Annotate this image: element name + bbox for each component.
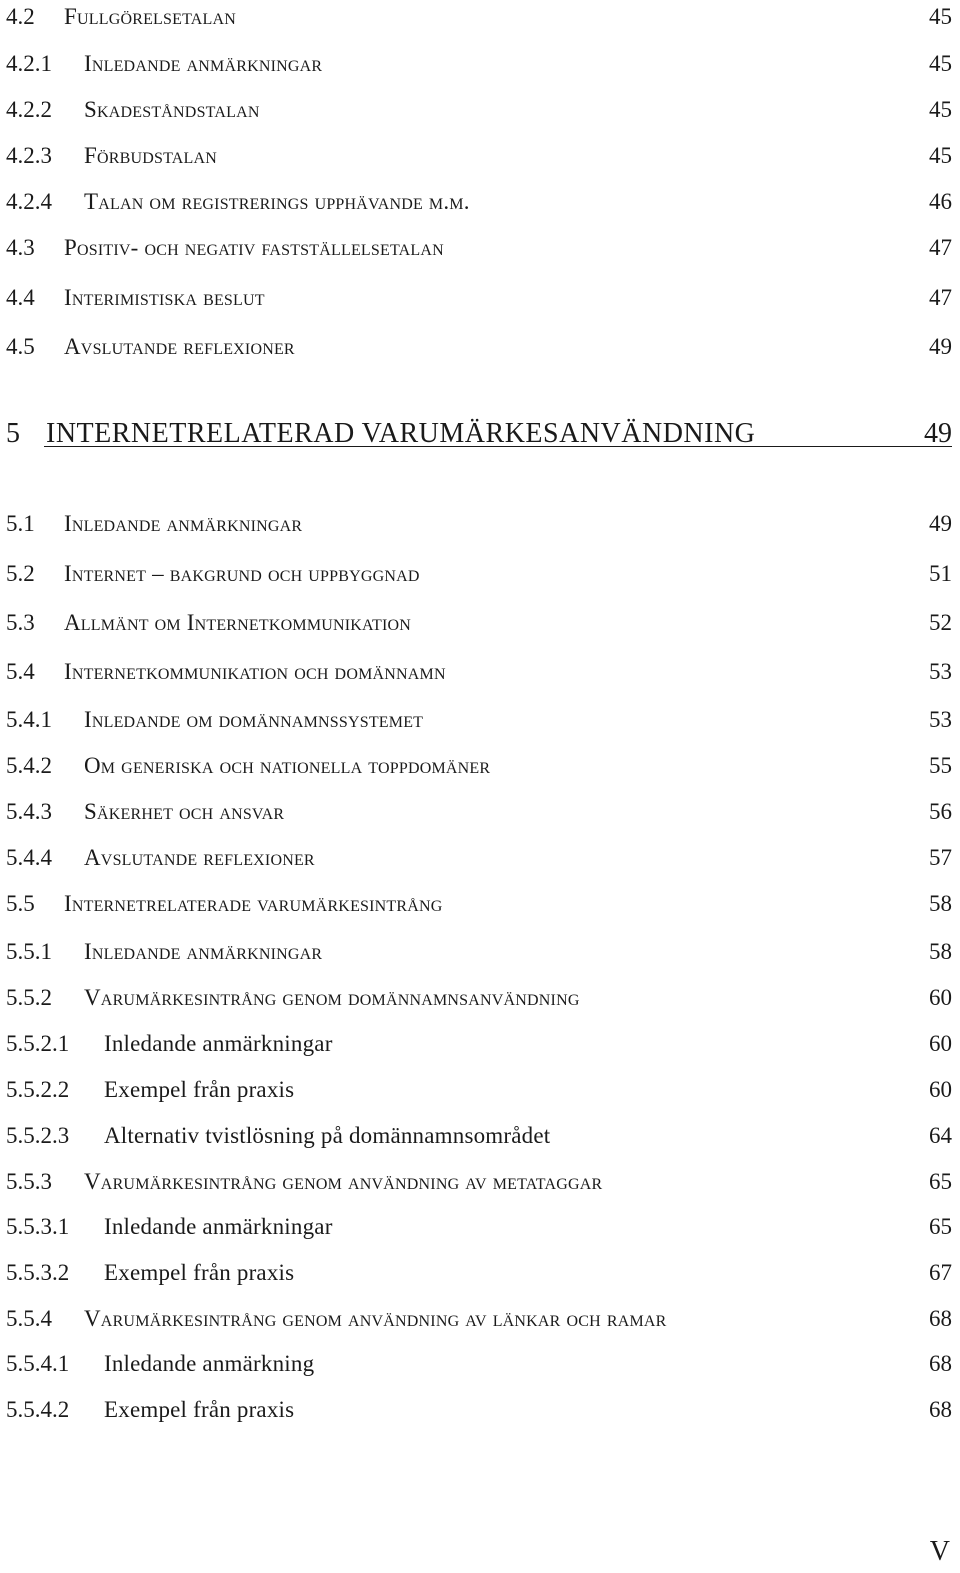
toc-entry-number: 4.2.1 xyxy=(6,51,52,76)
toc-entry-title: Exempel från praxis xyxy=(104,1260,295,1285)
toc-entry-number: 5.5.3 xyxy=(6,1169,52,1194)
toc-entry-page: 65 xyxy=(929,1214,952,1239)
toc-entry-number: 5.5.4.2 xyxy=(6,1397,70,1422)
toc-entry[interactable] xyxy=(0,657,960,691)
toc-entry-title: Skadeståndstalan xyxy=(84,97,260,122)
toc-entry-title: Inledande anmärkningar xyxy=(84,51,323,76)
toc-entry[interactable] xyxy=(0,233,960,267)
page-footer-number: V xyxy=(929,1536,950,1567)
toc-entry-title: Allmänt om Internetkommunikation xyxy=(64,610,412,635)
toc-entry-title: Exempel från praxis xyxy=(104,1397,295,1422)
toc-entry[interactable] xyxy=(0,1258,960,1292)
toc-entry-page: 49 xyxy=(929,334,952,359)
toc-entry-number: 4.2.3 xyxy=(6,143,52,168)
toc-entry-number: 5 xyxy=(6,418,20,449)
toc-entry[interactable] xyxy=(0,95,960,129)
toc-entry-number: 5.5.2.1 xyxy=(6,1031,70,1056)
toc-entry-title: Varumärkesintrång genom användning av länkar och ramar xyxy=(84,1306,667,1331)
toc-entry[interactable] xyxy=(0,2,960,36)
toc-entry-page: 64 xyxy=(929,1123,952,1148)
toc-entry-number: 5.5.3.1 xyxy=(6,1214,70,1239)
toc-entry[interactable] xyxy=(0,751,960,785)
toc-entry-title: Varumärkesintrång genom användning av metataggar xyxy=(84,1169,603,1194)
toc-entry-page: 56 xyxy=(929,799,952,824)
toc-entry-number: 5.2 xyxy=(6,561,35,586)
toc-entry-number: 5.4.4 xyxy=(6,845,52,870)
toc-entry-number: 4.2.2 xyxy=(6,97,52,122)
toc-entry-title: Exempel från praxis xyxy=(104,1077,295,1102)
toc-entry[interactable] xyxy=(0,608,960,642)
toc-entry[interactable] xyxy=(0,141,960,175)
toc-entry[interactable] xyxy=(0,1167,960,1201)
toc-entry-page: 53 xyxy=(929,707,952,732)
toc-entry-title: Förbudstalan xyxy=(84,143,218,168)
toc-entry-page: 45 xyxy=(929,97,952,122)
toc-entry[interactable] xyxy=(0,49,960,83)
toc-entry-number: 4.4 xyxy=(6,285,35,310)
toc-entry-page: 47 xyxy=(929,285,952,310)
toc-entry-number: 5.4 xyxy=(6,659,35,684)
toc-entry-page: 45 xyxy=(929,143,952,168)
toc-entry[interactable] xyxy=(0,705,960,739)
toc-entry-title: Inledande anmärkningar xyxy=(84,939,323,964)
toc-entry-title: Avslutande reflexioner xyxy=(84,845,315,870)
toc-entry-page: 57 xyxy=(929,845,952,870)
toc-entry[interactable] xyxy=(0,843,960,877)
toc-entry-title: INTERNETRELATERAD VARUMÄRKESANVÄNDNING xyxy=(46,418,756,449)
toc-entry-number: 5.5.3.2 xyxy=(6,1260,70,1285)
toc-entry-page: 58 xyxy=(929,939,952,964)
toc-entry-number: 5.5.1 xyxy=(6,939,52,964)
toc-entry[interactable] xyxy=(0,332,960,366)
toc-entry-title: Internet – bakgrund och uppbyggnad xyxy=(64,561,420,586)
toc-entry-page: 60 xyxy=(929,985,952,1010)
toc-entry-title: Inledande anmärkningar xyxy=(64,511,303,536)
toc-entry-number: 5.4.1 xyxy=(6,707,52,732)
toc-entry-page: 58 xyxy=(929,891,952,916)
toc-entry-title: Internetrelaterade varumärkesintrång xyxy=(64,891,443,916)
toc-entry[interactable] xyxy=(0,1121,960,1155)
toc-entry-number: 4.5 xyxy=(6,334,35,359)
toc-entry-page: 68 xyxy=(929,1351,952,1376)
toc-entry[interactable] xyxy=(0,1212,960,1246)
toc-entry-title: Avslutande reflexioner xyxy=(64,334,295,359)
toc-entry[interactable] xyxy=(0,1395,960,1429)
toc-entry-page: 51 xyxy=(929,561,952,586)
toc-entry-number: 4.3 xyxy=(6,235,35,260)
toc-entry-title: Interimistiska beslut xyxy=(64,285,265,310)
toc-entry-title: Säkerhet och ansvar xyxy=(84,799,285,824)
toc-entry-number: 5.5.4 xyxy=(6,1306,52,1331)
toc-entry-number: 4.2 xyxy=(6,4,35,29)
toc-entry-number: 5.5.2 xyxy=(6,985,52,1010)
toc-entry-title: Varumärkesintrång genom domännamnsanvändning xyxy=(84,985,580,1010)
toc-entry[interactable] xyxy=(0,797,960,831)
toc-entry-page: 47 xyxy=(929,235,952,260)
toc-entry[interactable] xyxy=(0,509,960,543)
toc-entry-title: Om generiska och nationella toppdomäner xyxy=(84,753,491,778)
toc-entry[interactable] xyxy=(0,1304,960,1338)
toc-entry-title: Inledande anmärkningar xyxy=(104,1031,333,1056)
toc-entry[interactable] xyxy=(0,187,960,221)
chapter-underline xyxy=(44,446,952,447)
toc-entry[interactable] xyxy=(0,937,960,971)
toc-entry-number: 5.4.2 xyxy=(6,753,52,778)
toc-entry-page: 60 xyxy=(929,1077,952,1102)
toc-entry-title: Fullgörelsetalan xyxy=(64,4,237,29)
toc-chapter-entry[interactable] xyxy=(0,416,960,450)
toc-entry-page: 68 xyxy=(929,1397,952,1422)
toc-entry-number: 4.2.4 xyxy=(6,189,52,214)
toc-entry[interactable] xyxy=(0,983,960,1017)
toc-entry-page: 49 xyxy=(924,418,952,449)
toc-entry-page: 45 xyxy=(929,4,952,29)
toc-entry-number: 5.5.2.2 xyxy=(6,1077,70,1102)
toc-entry[interactable] xyxy=(0,1349,960,1383)
toc-entry-page: 55 xyxy=(929,753,952,778)
toc-entry-number: 5.4.3 xyxy=(6,799,52,824)
toc-entry-title: Alternativ tvistlösning på domännamnsområdet xyxy=(104,1123,551,1148)
toc-entry-number: 5.3 xyxy=(6,610,35,635)
toc-entry-page: 49 xyxy=(929,511,952,536)
toc-entry-number: 5.5.2.3 xyxy=(6,1123,70,1148)
toc-entry-page: 52 xyxy=(929,610,952,635)
toc-entry-page: 45 xyxy=(929,51,952,76)
toc-entry-number: 5.5.4.1 xyxy=(6,1351,70,1376)
toc-entry[interactable] xyxy=(0,283,960,317)
toc-entry[interactable] xyxy=(0,889,960,923)
toc-entry[interactable] xyxy=(0,559,960,593)
toc-entry-page: 67 xyxy=(929,1260,952,1285)
toc-entry-title: Internetkommunikation och domännamn xyxy=(64,659,446,684)
toc-entry-page: 68 xyxy=(929,1306,952,1331)
toc-entry-title: Inledande anmärkning xyxy=(104,1351,315,1376)
toc-entry-number: 5.5 xyxy=(6,891,35,916)
toc-entry-title: Inledande om domännamnssystemet xyxy=(84,707,424,732)
toc-entry-page: 65 xyxy=(929,1169,952,1194)
toc-entry-title: Inledande anmärkningar xyxy=(104,1214,333,1239)
toc-entry-page: 53 xyxy=(929,659,952,684)
toc-entry[interactable] xyxy=(0,1029,960,1063)
toc-entry-title: Positiv- och negativ fastställelsetalan xyxy=(64,235,444,260)
toc-entry-page: 60 xyxy=(929,1031,952,1056)
toc-entry[interactable] xyxy=(0,1075,960,1109)
toc-entry-page: 46 xyxy=(929,189,952,214)
toc-entry-number: 5.1 xyxy=(6,511,35,536)
toc-entry-title: Talan om registrerings upphävande m.m. xyxy=(84,189,470,214)
